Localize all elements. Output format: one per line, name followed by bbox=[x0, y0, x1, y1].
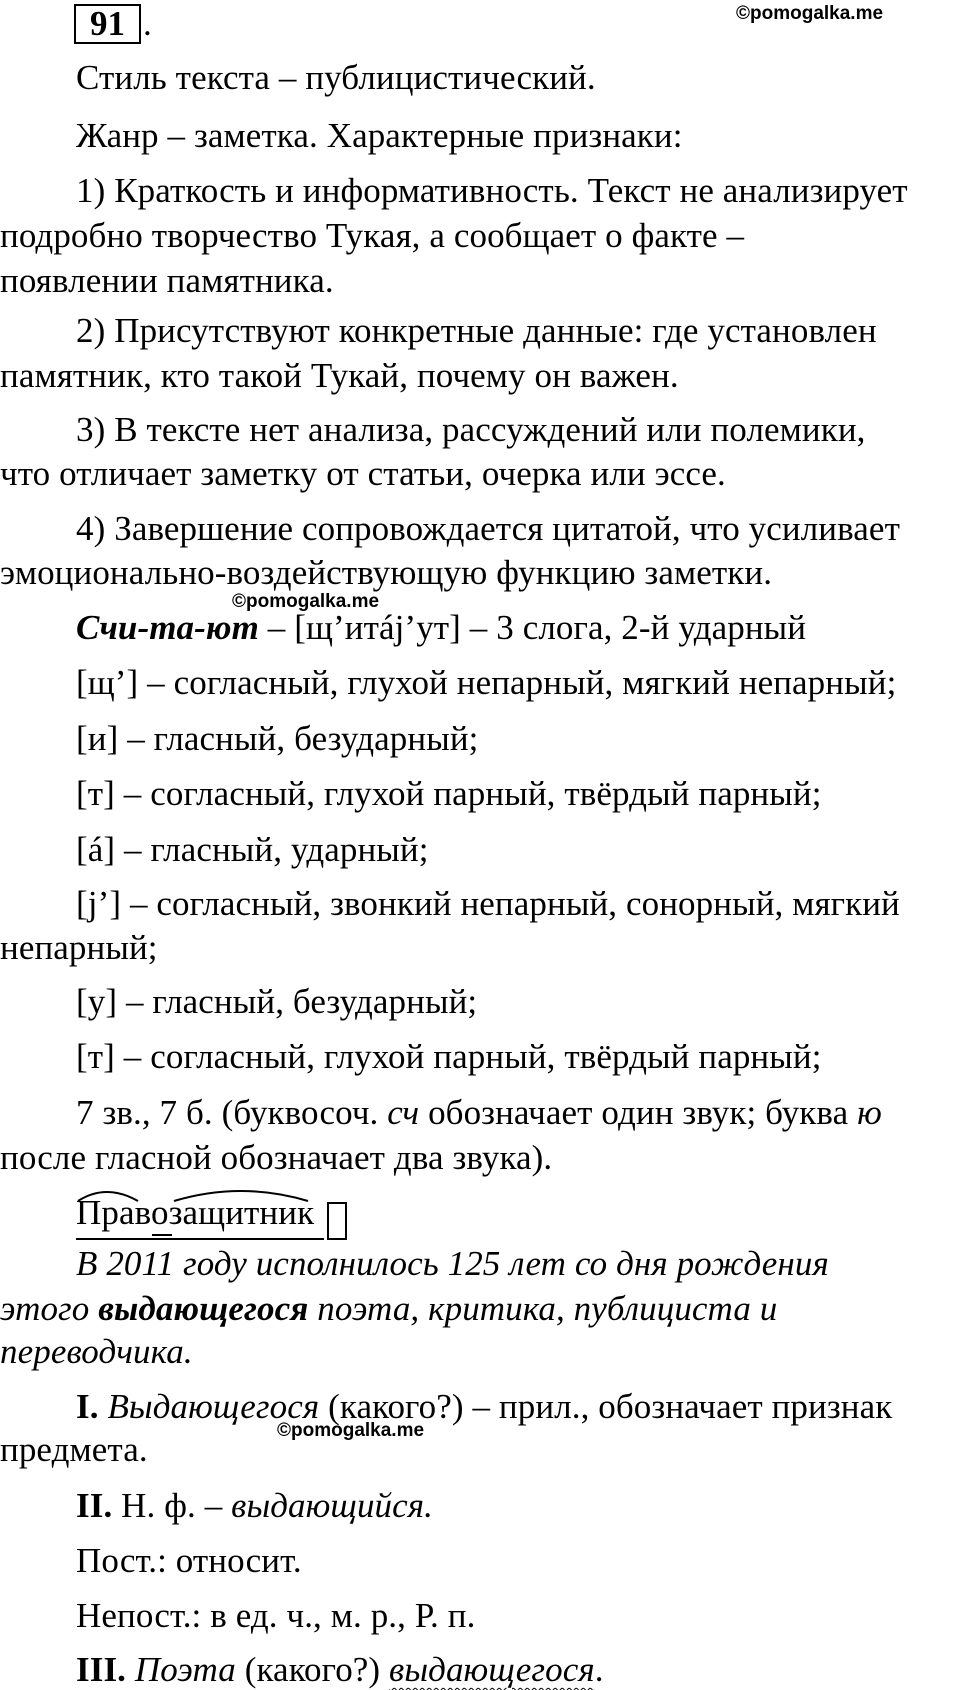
analysis-point-3 bbox=[76, 1650, 604, 1690]
count-letter-yu: ю bbox=[857, 1093, 882, 1132]
sentence-text-2a: этого bbox=[0, 1289, 99, 1328]
point-3-attribute: выдающегося bbox=[389, 1650, 595, 1689]
sound-1: [щ’] – согласный, глухой непарный, мягкий непарный; bbox=[76, 663, 897, 702]
sentence-text-3: переводчика. bbox=[0, 1332, 193, 1371]
sentence-line-1 bbox=[76, 1244, 829, 1284]
feature-2-line-2: памятник, кто такой Тукай, почему он важен. bbox=[0, 356, 679, 395]
root-arc-1 bbox=[78, 1192, 138, 1201]
point-2-number: II. bbox=[76, 1486, 113, 1525]
count-letters-sch: сч bbox=[387, 1093, 420, 1132]
feature-2-line-1: 2) Присутствуют конкретные данные: где установлен bbox=[76, 311, 877, 350]
sound-count-line-2: после гласной обозначает два звука). bbox=[0, 1138, 553, 1177]
point-2-initial-form: выдающийся. bbox=[231, 1486, 434, 1525]
root-arc-2 bbox=[174, 1191, 308, 1201]
point-2-text: Н. ф. – bbox=[112, 1486, 232, 1525]
watermark-middle-1: ©pomogalka.me bbox=[232, 591, 380, 612]
sound-7: [т] – согласный, глухой парный, твёрдый парный; bbox=[76, 1037, 822, 1076]
point-3-number: III. bbox=[76, 1650, 127, 1689]
feature-1-line-3: появлении памятника. bbox=[0, 261, 334, 300]
morphemic-word: Правозащитник bbox=[76, 1193, 315, 1232]
feature-4-line-2: эмоционально-воздействующую функцию заметки. bbox=[0, 553, 773, 592]
task-number: 91 bbox=[90, 4, 125, 43]
sound-3: [т] – согласный, глухой парный, твёрдый парный; bbox=[76, 774, 822, 813]
sound-count-line-1 bbox=[76, 1093, 882, 1133]
sentence-text-1: В 2011 году исполнилось 125 лет со дня рождения bbox=[76, 1244, 829, 1283]
point-1-number: I. bbox=[76, 1387, 99, 1426]
sound-6: [у] – гласный, безударный; bbox=[76, 982, 478, 1021]
sentence-line-2 bbox=[0, 1289, 777, 1329]
task-number-dot: . bbox=[143, 4, 152, 43]
point-3-question: (какого?) bbox=[235, 1650, 390, 1689]
sound-5-line-2: непарный; bbox=[0, 928, 158, 967]
point-3-period: . bbox=[594, 1650, 604, 1689]
sound-4: [á] – гласный, ударный; bbox=[76, 830, 429, 869]
analysis-point-1 bbox=[76, 1387, 892, 1427]
constant-features: Пост.: относит. bbox=[76, 1541, 302, 1580]
sound-2: [и] – гласный, безударный; bbox=[76, 719, 479, 758]
feature-3-line-2: что отличает заметку от статьи, очерка или эссе. bbox=[0, 454, 726, 493]
style-line: Стиль текста – публицистический. bbox=[76, 58, 596, 97]
task-number-box bbox=[74, 4, 141, 44]
point-3-noun: Поэта bbox=[134, 1650, 236, 1689]
analysis-point-2 bbox=[76, 1486, 433, 1526]
point-1-word: Выдающегося bbox=[107, 1387, 320, 1426]
sentence-line-3 bbox=[0, 1332, 193, 1372]
feature-1-line-1: 1) Краткость и информативность. Текст не анализирует bbox=[76, 171, 908, 210]
analysis-point-1-line-2: предмета. bbox=[0, 1430, 148, 1469]
count-text-c: обозначает один звук; буква bbox=[419, 1093, 858, 1132]
sentence-highlight-word: выдающегося bbox=[98, 1289, 309, 1328]
sound-5-line-1: [j’] – согласный, звонкий непарный, сонорный, мягкий bbox=[76, 884, 900, 923]
watermark-middle-2: ©pomogalka.me bbox=[277, 1420, 425, 1441]
morphemic-marks bbox=[76, 1187, 356, 1247]
phonetic-word: Счи-та-ют bbox=[76, 608, 259, 647]
non-constant-features: Непост.: в ед. ч., м. р., Р. п. bbox=[76, 1596, 476, 1635]
sentence-text-2c: поэта, критика, публициста и bbox=[308, 1289, 778, 1328]
point-1-text: (какого?) – прил., обозначает признак bbox=[319, 1387, 893, 1426]
feature-1-line-2: подробно творчество Тукая, а сообщает о факте – bbox=[0, 216, 745, 255]
genre-line: Жанр – заметка. Характерные признаки: bbox=[76, 116, 683, 155]
phonetic-transcription: – [щ’итáj’ут] – 3 слога, 2-й ударный bbox=[258, 608, 807, 647]
watermark-top: ©pomogalka.me bbox=[736, 3, 884, 24]
count-text-a: 7 зв., 7 б. (буквосоч. bbox=[76, 1093, 388, 1132]
phonetic-header bbox=[76, 608, 806, 648]
zero-ending-box bbox=[328, 1203, 346, 1239]
feature-4-line-1: 4) Завершение сопровождается цитатой, что усиливает bbox=[76, 509, 900, 548]
feature-3-line-1: 3) В тексте нет анализа, рассуждений или полемики, bbox=[76, 410, 866, 449]
